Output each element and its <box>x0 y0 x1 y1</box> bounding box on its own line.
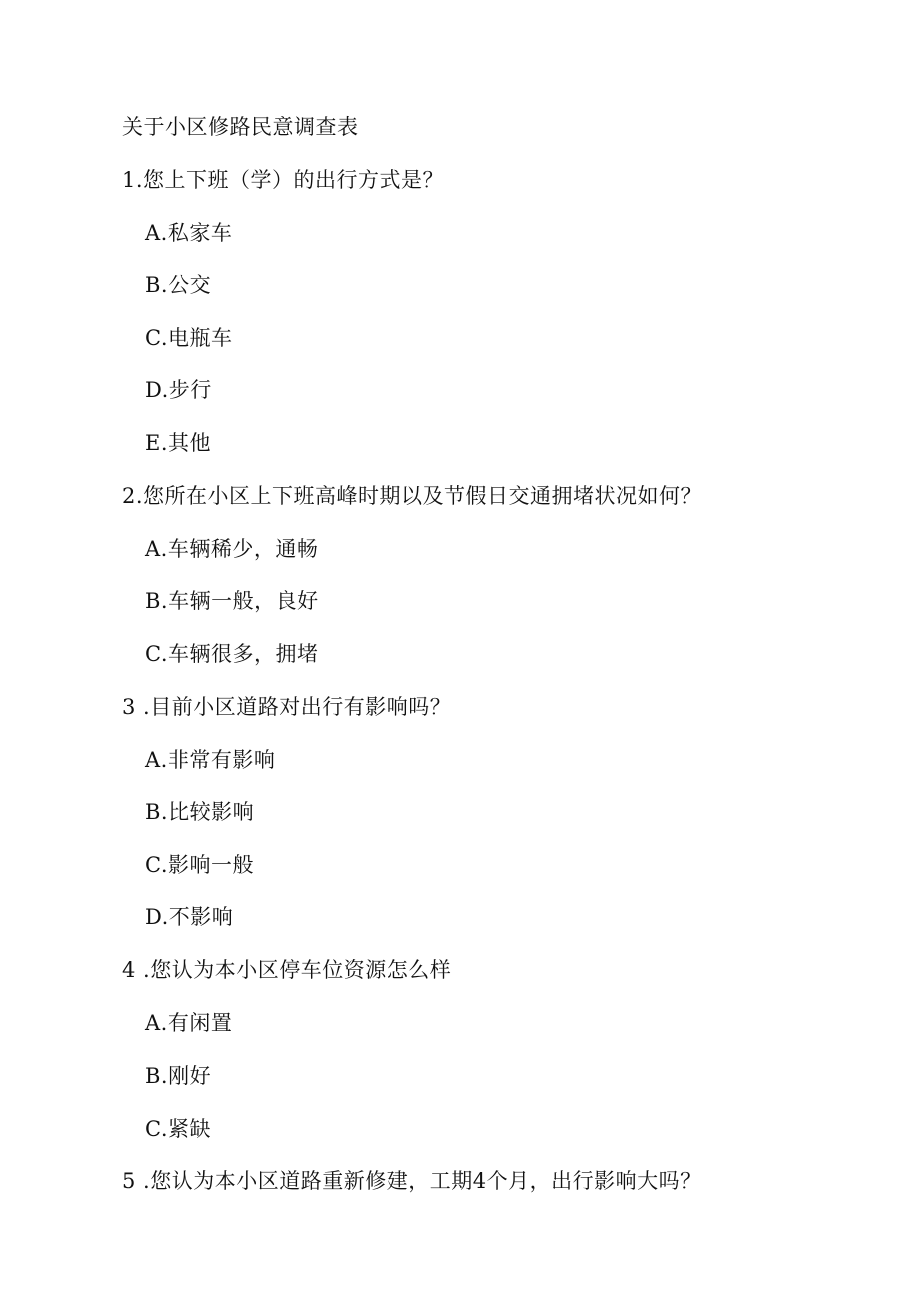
question-4-option-a: A.有闲置 <box>145 1011 233 1035</box>
question-5: 5 .您认为本小区道路重新修建，工期4个月，出行影响大吗？ <box>122 1169 702 1193</box>
question-3-option-a: A.非常有影响 <box>145 748 276 772</box>
question-4-option-c: C.紧缺 <box>145 1117 211 1141</box>
question-4-option-b: B.刚好 <box>145 1064 212 1088</box>
question-3: 3 .目前小区道路对出行有影响吗？ <box>122 695 452 719</box>
question-2-option-a: A.车辆稀少，通畅 <box>145 537 319 561</box>
question-1-option-e: E.其他 <box>145 431 212 455</box>
question-1-option-b: B.公交 <box>145 273 212 297</box>
question-1: 1.您上下班（学）的出行方式是？ <box>122 168 445 192</box>
question-1-option-a: A.私家车 <box>145 221 233 245</box>
question-3-option-c: C.影响一般 <box>145 853 254 877</box>
question-2: 2.您所在小区上下班高峰时期以及节假日交通拥堵状况如何？ <box>122 484 703 508</box>
question-1-option-d: D.步行 <box>145 378 212 402</box>
question-4: 4 .您认为本小区停车位资源怎么样 <box>122 958 452 982</box>
question-1-option-c: C.电瓶车 <box>145 326 233 350</box>
question-2-option-b: B.车辆一般，良好 <box>145 589 319 613</box>
question-2-option-c: C.车辆很多，拥堵 <box>145 642 319 666</box>
question-3-option-b: B.比较影响 <box>145 800 255 824</box>
survey-title: 关于小区修路民意调查表 <box>122 115 359 139</box>
question-3-option-d: D.不影响 <box>145 905 234 929</box>
